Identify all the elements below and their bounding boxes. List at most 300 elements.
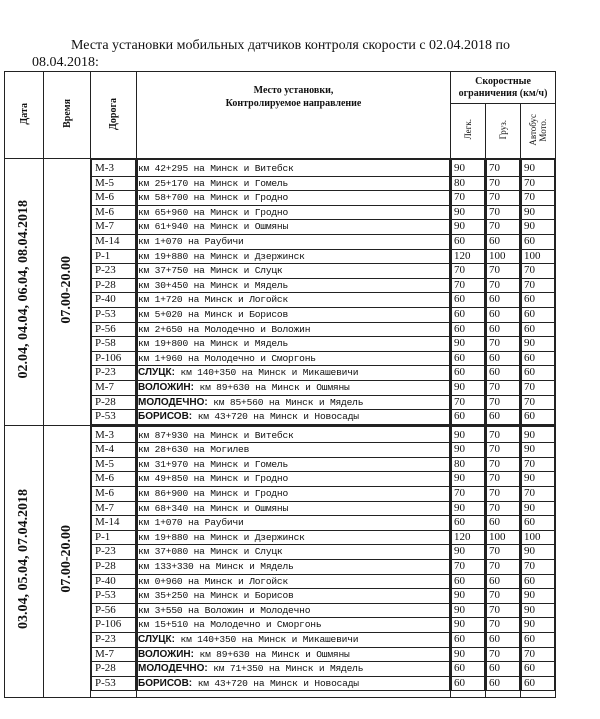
table-row	[452, 603, 485, 618]
table-row	[452, 633, 485, 648]
road-cell: Р-106	[92, 618, 136, 633]
table-row	[452, 410, 485, 425]
table-row	[487, 589, 520, 604]
bus-limit: 70	[522, 560, 555, 575]
bus-limit: 60	[522, 234, 555, 249]
location-cell: ВОЛОЖИН: км 89+630 на Минск и Ошмяны	[138, 380, 450, 395]
table-row	[138, 380, 450, 395]
road-cell: М-5	[92, 176, 136, 191]
bus-limit: 100	[522, 249, 555, 264]
table-row	[487, 457, 520, 472]
table-row	[92, 545, 136, 560]
table-row	[487, 351, 520, 366]
table-row	[487, 662, 520, 677]
table-row	[138, 220, 450, 235]
document-title	[32, 37, 577, 71]
bus-limit: 90	[522, 545, 555, 560]
table-row	[487, 426, 520, 443]
table-row	[92, 647, 136, 662]
car-limit: 90	[452, 589, 485, 604]
bus-limit: 60	[522, 351, 555, 366]
bus-limit: 90	[522, 205, 555, 220]
bus-limit: 90	[522, 426, 555, 443]
table-row	[487, 647, 520, 662]
table-row	[92, 176, 136, 191]
table-row	[452, 676, 485, 691]
location-cell: СЛУЦК: км 140+350 на Минск и Микашевичи	[138, 366, 450, 381]
bus-limit: 90	[522, 160, 555, 177]
location-cell: км 42+295 на Минск и Витебск	[138, 160, 450, 177]
table-row	[92, 443, 136, 458]
table-row	[452, 516, 485, 531]
bus-limit: 60	[522, 293, 555, 308]
table-row	[522, 191, 555, 206]
table-row	[522, 380, 555, 395]
car-limit: 60	[452, 234, 485, 249]
table-row	[92, 293, 136, 308]
location-cell: км 65+960 на Минск и Гродно	[138, 205, 450, 220]
road-cell: М-7	[92, 501, 136, 516]
table-row	[92, 530, 136, 545]
location-cell: км 19+880 на Минск и Дзержинск	[138, 249, 450, 264]
table-row	[92, 337, 136, 352]
car-limit: 120	[452, 530, 485, 545]
table-row	[452, 618, 485, 633]
car-limit: 90	[452, 603, 485, 618]
table-row	[452, 457, 485, 472]
road-cell: М-5	[92, 457, 136, 472]
car-limit: 60	[452, 676, 485, 691]
truck-limit-column	[486, 159, 521, 426]
truck-limit: 70	[487, 160, 520, 177]
truck-limit: 70	[487, 205, 520, 220]
car-limit: 90	[452, 380, 485, 395]
truck-limit: 60	[487, 676, 520, 691]
car-limit: 80	[452, 457, 485, 472]
group-dates: 03.04, 05.04, 07.04.2018	[5, 425, 44, 697]
table-row	[138, 322, 450, 337]
city-label: МОЛОДЕЧНО:	[138, 663, 208, 675]
bus-limit: 90	[522, 337, 555, 352]
table-row	[452, 662, 485, 677]
road-cell: Р-23	[92, 633, 136, 648]
table-row	[522, 603, 555, 618]
table-row	[138, 530, 450, 545]
table-row	[487, 501, 520, 516]
road-cell: Р-28	[92, 662, 136, 677]
table-row	[522, 205, 555, 220]
table-row	[522, 472, 555, 487]
car-limit: 90	[452, 472, 485, 487]
table-row	[522, 395, 555, 410]
table-row	[522, 351, 555, 366]
table-row	[522, 220, 555, 235]
table-row	[522, 487, 555, 502]
bus-limit: 90	[522, 220, 555, 235]
table-row	[522, 501, 555, 516]
truck-limit: 60	[487, 234, 520, 249]
truck-limit: 70	[487, 589, 520, 604]
truck-limit: 60	[487, 516, 520, 531]
table-row	[487, 530, 520, 545]
location-cell: км 3+550 на Воложин и Молодечно	[138, 603, 450, 618]
car-limit: 70	[452, 278, 485, 293]
table-row	[92, 205, 136, 220]
truck-limit-column	[486, 425, 521, 697]
table-row	[92, 662, 136, 677]
table-row	[487, 443, 520, 458]
car-limit: 60	[452, 633, 485, 648]
table-row	[92, 501, 136, 516]
table-row	[487, 603, 520, 618]
table-row	[138, 647, 450, 662]
location-cell: БОРИСОВ: км 43+720 на Минск и Новосады	[138, 676, 450, 691]
road-cell: М-6	[92, 487, 136, 502]
car-limit: 90	[452, 647, 485, 662]
table-row	[452, 589, 485, 604]
header-place: Место установки, Контролируемое направление	[137, 72, 451, 159]
bus-limit: 70	[522, 191, 555, 206]
table-row	[138, 234, 450, 249]
road-cell: Р-28	[92, 278, 136, 293]
table-row	[522, 410, 555, 425]
table-row	[92, 472, 136, 487]
table-row	[487, 220, 520, 235]
table-row	[452, 530, 485, 545]
car-limit: 70	[452, 395, 485, 410]
table-row	[522, 249, 555, 264]
table-row	[92, 278, 136, 293]
table-row	[522, 633, 555, 648]
truck-limit: 70	[487, 426, 520, 443]
location-cell: МОЛОДЕЧНО: км 71+350 на Минск и Мядель	[138, 662, 450, 677]
table-row	[452, 426, 485, 443]
location-cell-column	[137, 159, 451, 426]
table-row	[138, 501, 450, 516]
location-cell: км 1+720 на Минск и Логойск	[138, 293, 450, 308]
table-row	[138, 176, 450, 191]
road-cell: М-6	[92, 205, 136, 220]
table-row	[452, 501, 485, 516]
truck-limit: 70	[487, 395, 520, 410]
table-row	[138, 545, 450, 560]
table-row	[522, 574, 555, 589]
car-limit: 90	[452, 443, 485, 458]
table-row	[487, 516, 520, 531]
table-row	[452, 176, 485, 191]
road-cell: М-14	[92, 516, 136, 531]
table-row	[452, 380, 485, 395]
title-line-2: 08.04.2018:	[32, 55, 99, 70]
table-row	[92, 633, 136, 648]
location-cell: км 37+750 на Минск и Слуцк	[138, 264, 450, 279]
car-limit: 60	[452, 322, 485, 337]
location-cell: км 1+070 на Раубичи	[138, 234, 450, 249]
car-limit: 90	[452, 618, 485, 633]
road-cell: Р-1	[92, 530, 136, 545]
bus-limit: 70	[522, 395, 555, 410]
table-row	[487, 191, 520, 206]
table-row	[138, 457, 450, 472]
location-cell: км 19+880 на Минск и Дзержинск	[138, 530, 450, 545]
table-row	[452, 647, 485, 662]
location-cell: СЛУЦК: км 140+350 на Минск и Микашевичи	[138, 633, 450, 648]
truck-limit: 100	[487, 249, 520, 264]
table-row	[452, 322, 485, 337]
road-cell: М-7	[92, 220, 136, 235]
bus-limit-column	[521, 159, 556, 426]
table-row	[452, 234, 485, 249]
car-limit: 60	[452, 410, 485, 425]
city-label: БОРИСОВ:	[138, 677, 193, 689]
truck-limit: 70	[487, 457, 520, 472]
table-row	[138, 191, 450, 206]
car-limit: 80	[452, 176, 485, 191]
location-cell: БОРИСОВ: км 43+720 на Минск и Новосады	[138, 410, 450, 425]
table-row	[138, 574, 450, 589]
table-row	[487, 176, 520, 191]
table-row	[522, 457, 555, 472]
table-row	[138, 366, 450, 381]
table-row	[92, 410, 136, 425]
table-row	[138, 443, 450, 458]
table-row	[92, 220, 136, 235]
header-speed-limits: Скоростные ограничения (км/ч)	[451, 72, 556, 104]
table-row	[487, 410, 520, 425]
car-limit: 60	[452, 293, 485, 308]
road-cell: М-6	[92, 472, 136, 487]
table-row	[452, 472, 485, 487]
truck-limit: 70	[487, 545, 520, 560]
table-row	[92, 249, 136, 264]
table-row	[138, 516, 450, 531]
road-cell: Р-56	[92, 322, 136, 337]
table-row	[452, 264, 485, 279]
city-label: СЛУЦК:	[138, 634, 175, 645]
car-limit: 90	[452, 220, 485, 235]
road-cell: Р-23	[92, 545, 136, 560]
car-limit: 120	[452, 249, 485, 264]
truck-limit: 60	[487, 633, 520, 648]
truck-limit: 70	[487, 264, 520, 279]
location-cell: км 86+900 на Минск и Гродно	[138, 487, 450, 502]
table-row	[138, 205, 450, 220]
car-limit: 90	[452, 205, 485, 220]
bus-limit: 70	[522, 264, 555, 279]
table-row	[522, 516, 555, 531]
table-row	[92, 395, 136, 410]
table-row	[452, 351, 485, 366]
truck-limit: 70	[487, 443, 520, 458]
table-row	[138, 410, 450, 425]
speed-camera-table	[4, 71, 556, 698]
table-row	[138, 676, 450, 691]
table-row	[487, 160, 520, 177]
city-label: СЛУЦК:	[138, 367, 175, 379]
bus-limit: 60	[522, 676, 555, 691]
table-row	[92, 516, 136, 531]
table-row	[138, 160, 450, 177]
truck-limit: 70	[487, 278, 520, 293]
table-row	[138, 633, 450, 648]
table-row	[522, 176, 555, 191]
truck-limit: 60	[487, 574, 520, 589]
table-row	[138, 472, 450, 487]
table-row	[452, 160, 485, 177]
table-row	[487, 322, 520, 337]
table-row	[138, 278, 450, 293]
table-row	[138, 264, 450, 279]
table-row	[452, 191, 485, 206]
table-row	[452, 278, 485, 293]
table-row	[452, 487, 485, 502]
bus-limit: 90	[522, 501, 555, 516]
bus-limit: 100	[522, 530, 555, 545]
truck-limit: 70	[487, 380, 520, 395]
table-row	[487, 487, 520, 502]
table-row	[92, 426, 136, 443]
group-time: 07.00-20.00	[44, 425, 91, 697]
table-row	[522, 443, 555, 458]
table-row	[522, 278, 555, 293]
location-cell: км 1+070 на Раубичи	[138, 516, 450, 531]
table-row	[92, 234, 136, 249]
truck-limit: 60	[487, 351, 520, 366]
road-cell: Р-23	[92, 264, 136, 279]
table-row	[138, 337, 450, 352]
bus-limit: 60	[522, 366, 555, 381]
table-row	[452, 293, 485, 308]
bus-limit: 90	[522, 603, 555, 618]
table-row	[522, 160, 555, 177]
location-cell: км 28+630 на Могилев	[138, 443, 450, 458]
table-row	[452, 560, 485, 575]
table-row	[487, 234, 520, 249]
road-cell: М-3	[92, 160, 136, 177]
road-cell: Р-40	[92, 574, 136, 589]
location-cell: км 5+020 на Минск и Борисов	[138, 307, 450, 322]
table-row	[522, 647, 555, 662]
road-cell: М-4	[92, 443, 136, 458]
road-cell: М-7	[92, 380, 136, 395]
table-row	[138, 589, 450, 604]
location-cell: км 87+930 на Минск и Витебск	[138, 426, 450, 443]
road-cell: Р-53	[92, 410, 136, 425]
truck-limit: 70	[487, 647, 520, 662]
truck-limit: 60	[487, 410, 520, 425]
table-row	[522, 560, 555, 575]
table-row	[522, 662, 555, 677]
title-line-1: Места установки мобильных датчиков контроля скорости с 02.04.2018 по	[71, 38, 511, 53]
bus-limit: 70	[522, 380, 555, 395]
table-row	[92, 589, 136, 604]
table-row	[452, 249, 485, 264]
car-limit: 70	[452, 264, 485, 279]
location-cell: км 15+510 на Молодечно и Сморгонь	[138, 618, 450, 633]
location-cell: км 61+940 на Минск и Ошмяны	[138, 220, 450, 235]
road-cell: Р-56	[92, 603, 136, 618]
location-cell: км 31+970 на Минск и Гомель	[138, 457, 450, 472]
road-cell: Р-28	[92, 560, 136, 575]
date-group	[5, 425, 556, 697]
truck-limit: 60	[487, 662, 520, 677]
truck-limit: 60	[487, 366, 520, 381]
car-limit: 60	[452, 662, 485, 677]
bus-limit: 70	[522, 278, 555, 293]
table-row	[452, 574, 485, 589]
location-cell: км 30+450 на Минск и Мядель	[138, 278, 450, 293]
table-row	[92, 676, 136, 691]
road-cell: Р-53	[92, 676, 136, 691]
car-limit: 70	[452, 487, 485, 502]
table-row	[138, 618, 450, 633]
table-row	[138, 487, 450, 502]
truck-limit: 70	[487, 472, 520, 487]
table-row	[522, 530, 555, 545]
road-cell: Р-23	[92, 366, 136, 381]
table-row	[487, 395, 520, 410]
table-row	[487, 307, 520, 322]
car-limit: 60	[452, 307, 485, 322]
table-row	[487, 278, 520, 293]
table-row	[138, 351, 450, 366]
table-row	[92, 603, 136, 618]
bus-limit: 60	[522, 662, 555, 677]
table-row	[522, 322, 555, 337]
table-row	[452, 205, 485, 220]
table-row	[452, 366, 485, 381]
table-row	[138, 249, 450, 264]
bus-limit: 70	[522, 487, 555, 502]
bus-limit: 90	[522, 443, 555, 458]
location-cell: км 19+800 на Минск и Мядель	[138, 337, 450, 352]
bus-limit: 70	[522, 647, 555, 662]
table-row	[522, 545, 555, 560]
header-truck: Груз.	[486, 104, 521, 159]
location-cell: км 49+850 на Минск и Гродно	[138, 472, 450, 487]
table-row	[522, 307, 555, 322]
road-cell: М-7	[92, 647, 136, 662]
table-row	[452, 220, 485, 235]
table-row	[138, 307, 450, 322]
car-limit-column	[451, 425, 486, 697]
car-limit: 60	[452, 516, 485, 531]
table-row	[92, 366, 136, 381]
table-row	[487, 545, 520, 560]
location-cell: км 25+170 на Минск и Гомель	[138, 176, 450, 191]
location-cell: км 37+080 на Минск и Слуцк	[138, 545, 450, 560]
table-row	[138, 662, 450, 677]
bus-limit-column	[521, 425, 556, 697]
road-cell: М-6	[92, 191, 136, 206]
road-cell: М-3	[92, 426, 136, 443]
road-cell: Р-58	[92, 337, 136, 352]
table-row	[92, 618, 136, 633]
header-time: Время	[44, 72, 91, 159]
table-row	[487, 560, 520, 575]
table-row	[92, 307, 136, 322]
table-row	[138, 426, 450, 443]
table-row	[487, 633, 520, 648]
location-cell: км 0+960 на Минск и Логойск	[138, 574, 450, 589]
table-row	[92, 351, 136, 366]
table-row	[138, 293, 450, 308]
table-row	[522, 264, 555, 279]
road-cell: Р-106	[92, 351, 136, 366]
table-row	[452, 307, 485, 322]
car-limit: 90	[452, 160, 485, 177]
car-limit-column	[451, 159, 486, 426]
